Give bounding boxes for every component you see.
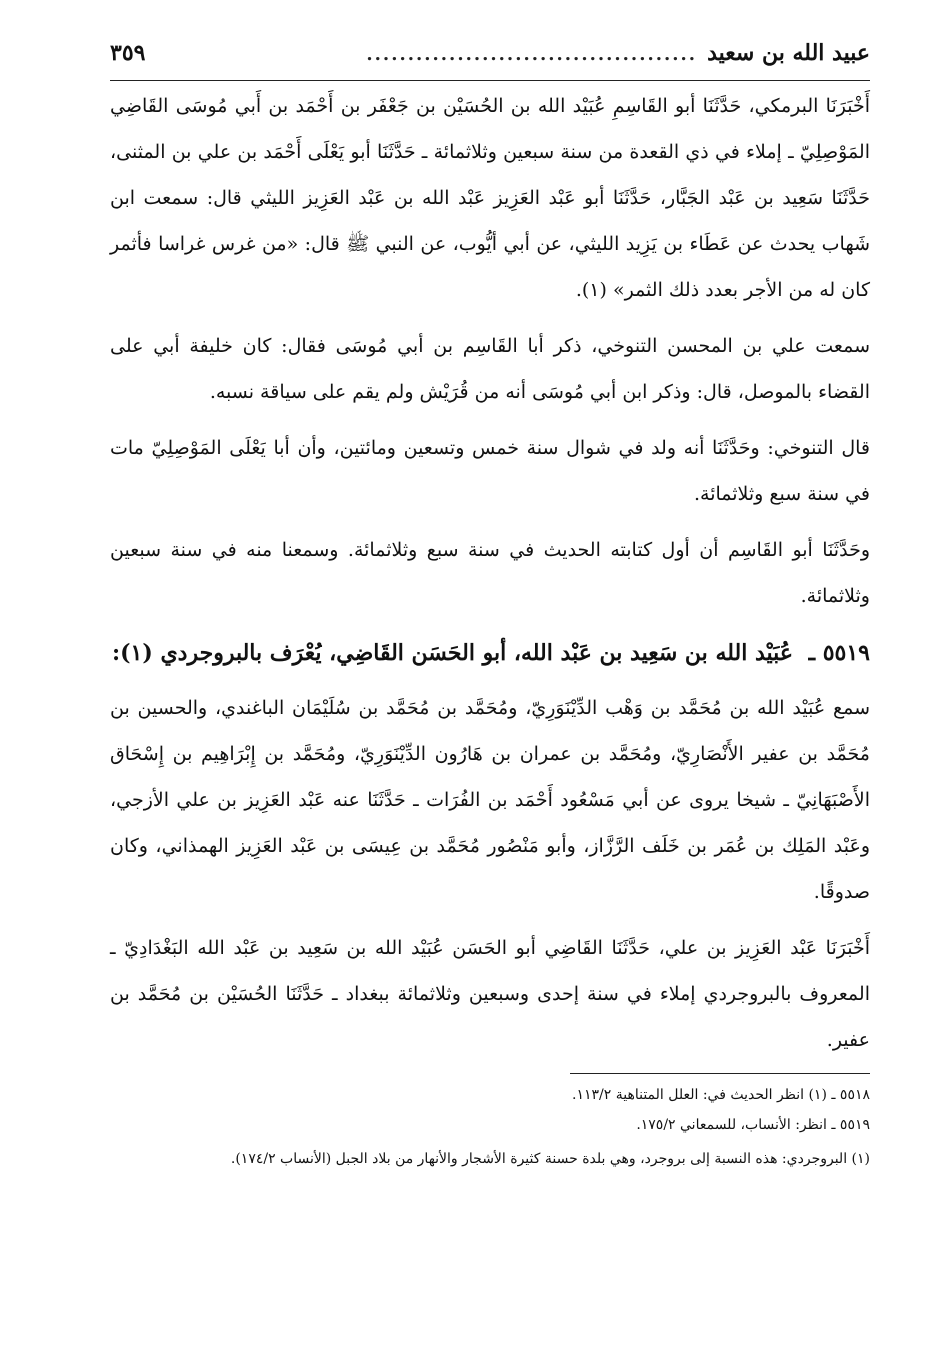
paragraph-abu-alqasim: وحَدَّثَنَا أبو القَاسِم أن أول كتابته الحديث في سنة سبع وثلاثمائة. وسمعنا منه في سنة سبعين وثلاثمائة. — [110, 539, 870, 607]
page-header — [110, 40, 870, 81]
paragraph-entry-isnad: أَخْبَرَنَا عَبْد العَزِيز بن علي، حَدَّثَنَا القَاضِي أبو الحَسَن عُبَيْد الله بن سَعِيد بن عَبْد الله البَغْدَادِيّ ـ المعروف بالبروجردي إملاء في سنة إحدى وسبعين وثلاثمائة ببغداد ـ حَدَّثَنَا الحُسَيْن بن مُحَمَّد بن عفير. — [110, 937, 870, 1051]
paragraph-entry-biography: سمع عُبَيْد الله بن مُحَمَّد بن وَهْب الدِّيْنَوَرِيّ، ومُحَمَّد بن مُحَمَّد بن سُلَيْمَان الباغندي، والحسين بن مُحَمَّد بن عفير الأَنْصَارِيّ، ومُحَمَّد بن عمران بن هَارُون الدِّيْنَوَرِيّ، ومُحَمَّد بن إِبْرَاهِيم بن إِسْحَاق الأَصْبَهَانِيّ ـ شيخا يروى عن أبي مَسْعُود أَحْمَد بن الفُرَات ـ حَدَّثَنَا عنه عَبْد العَزِيز بن علي الأزجي، وعَبْد المَلِك بن عُمَر بن خَلَف الرَّزَّاز، وأبو مَنْصُور مُحَمَّد بن عِيسَى بن عَبْد العَزِيز الهمذاني، وكان صدوقًا. — [110, 697, 870, 903]
running-title: عبيد الله بن سعيد — [707, 40, 870, 66]
footnote-divider — [570, 1073, 870, 1074]
header-leader-dots: ........................................ — [366, 44, 698, 65]
paragraph-tanukhi-1: سمعت علي بن المحسن التنوخي، ذكر أبا القَاسِم بن أبي مُوسَى فقال: كان خليفة أبي على القضاء بالموصل، قال: وذكر ابن أبي مُوسَى أنه من قُرَيْش ولم يقم على سياقة نسبه. — [110, 335, 870, 403]
footnotes — [110, 1080, 870, 1174]
main-text — [110, 83, 870, 1063]
footnote-burujirdi: (١) البروجردي: هذه النسبة إلى بروجرد، وهي بلدة حسنة كثيرة الأشجار والأنهار من بلاد الجبل (الأنساب ١٧٤/٢). — [230, 1151, 870, 1167]
footnote-5518: ٥٥١٨ ـ (١) انظر الحديث في: العلل المتناهية ١١٣/٢. — [572, 1087, 870, 1103]
page-number: ٣٥٩ — [110, 40, 146, 66]
entry-title: عُبَيْد الله بن سَعِيد بن عَبْد الله، أبو الحَسَن القَاضِي، يُعْرَف بالبروجردي (١): — [112, 640, 793, 666]
footnote-5519: ٥٥١٩ ـ انظر: الأنساب، للسمعاني ١٧٥/٢. — [636, 1117, 870, 1133]
paragraph-tanukhi-2: قال التنوخي: وحَدَّثَنَا أنه ولد في شوال سنة خمس وتسعين ومائتين، وأن أبا يَعْلَى المَوْصِلِيّ مات في سنة سبع وثلاثمائة. — [110, 437, 870, 505]
entry-heading — [110, 629, 870, 677]
book-page — [110, 40, 870, 1340]
entry-number: ٥٥١٩ ـ — [808, 640, 870, 666]
paragraph-hadith: أَخْبَرَنَا البرمكي، حَدَّثَنَا أبو القَاسِمِ عُبَيْد الله بن الحُسَيْن بن جَعْفَر بن أَحْمَد بن أَبي مُوسَى القَاضِي المَوْصِلِيّ ـ إملاء في ذي القعدة من سنة سبعين وثلاثمائة ـ حَدَّثَنَا أبو يَعْلَى أَحْمَد بن علي بن المثنى، حَدَّثَنَا سَعِيد بن عَبْد الجَبَّار، حَدَّثَنَا أبو عَبْد العَزِيز عَبْد الله بن عَبْد العَزِيز الليثي قال: سمعت ابن شَهاب يحدث عن عَطَاء بن يَزِيد الليثي، عن أبي أيُّوب، عن النبي ﷺ قال: «من غرس غراسا فأثمر كان له من الأجر بعدد ذلك الثمر» (١). — [110, 95, 870, 301]
